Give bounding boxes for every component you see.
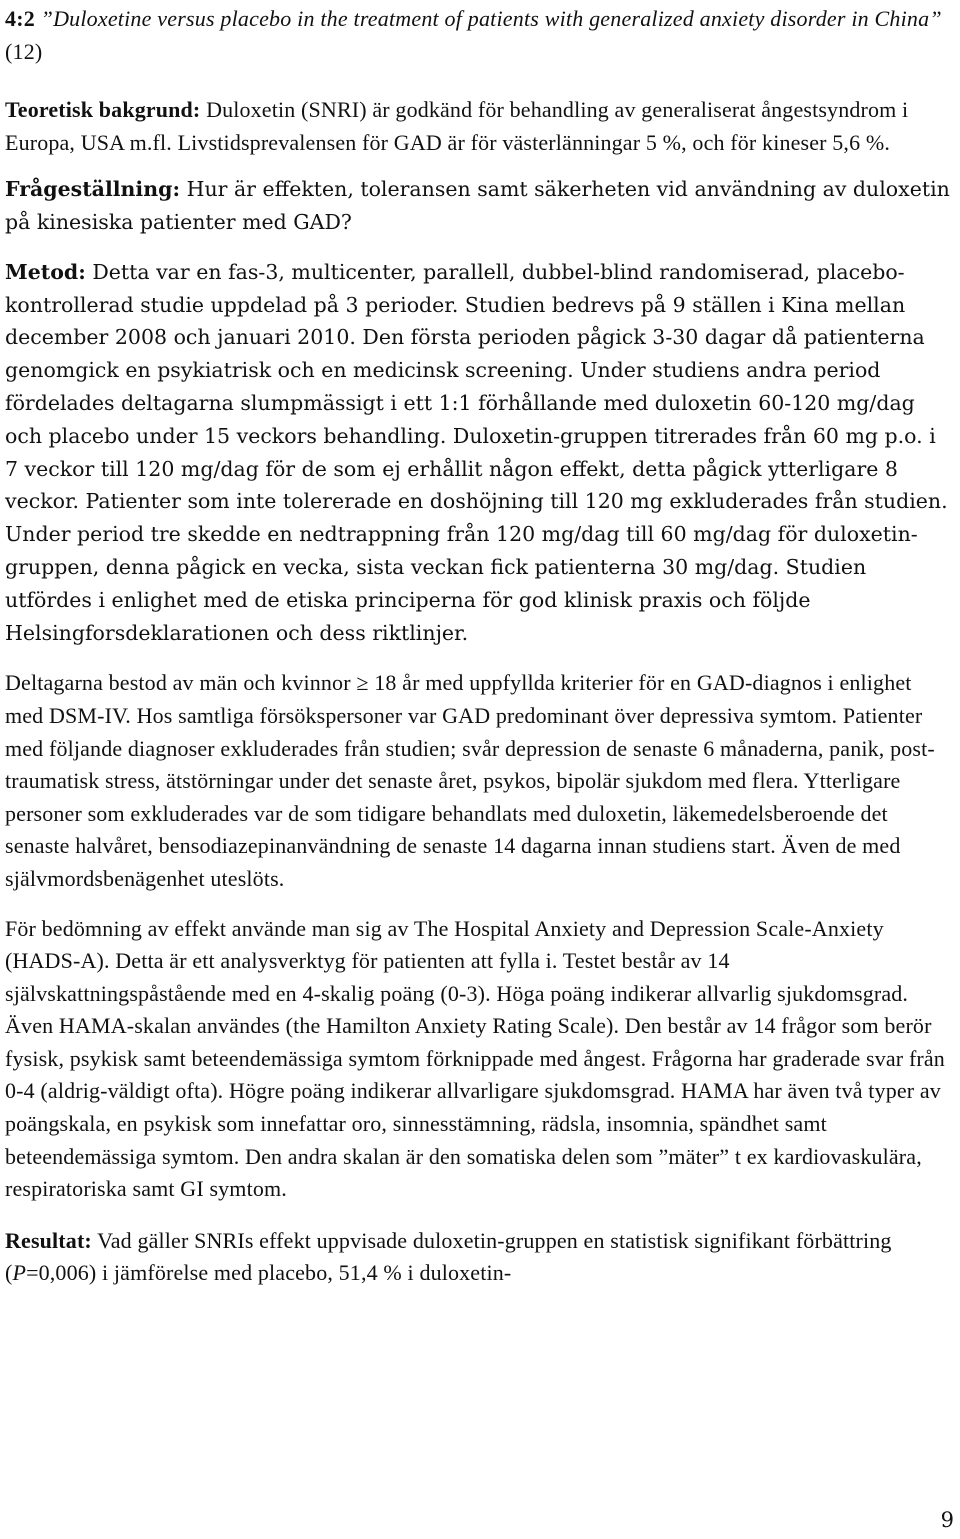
metod-label: Metod:: [5, 259, 86, 284]
greater-equal-symbol: ≥: [356, 670, 369, 696]
study-reference: (12): [5, 39, 43, 64]
p-value-symbol: P: [12, 1260, 27, 1286]
bedomning-text: För bedömning av effekt använde man sig av The Hospital Anxiety and Depression Scale-Anxiety (HADS-A). Detta är ett analysverktyg för patienten att fylla i. Testet består av 14 självskattningspåstående med en 4-skalig poäng (0-3). Höga poäng indikerar allvarlig sjukdomsgrad. Även HAMA-skalan användes (the Hamilton Anxiety Rating Scale). Den består av 14 frågor som berör fysisk, psykisk samt beteendemässiga symtom förknippade med ångest. Frågorna har graderade svar från 0-4 (aldrig-väldigt ofta). Högre poäng indikerar allvarligare sjukdomsgrad. HAMA har även två typer av poängskala, en psykisk som innefattar oro, sinnesstämning, rädsla, insomnia, spändhet samt beteendemässiga symtom. Den andra skalan är den somatiska delen som ”mäter” t ex kardiovaskulära, respiratoriska samt GI symtom.: [5, 915, 945, 1202]
page-number: 9: [940, 1508, 954, 1532]
bakgrund-label: Teoretisk bakgrund:: [5, 97, 201, 122]
bakgrund-text: Duloxetin (SNRI) är godkänd för behandling av generaliserat ångestsyndrom i Europa, USA m.fl. Livstidsprevalensen för GAD är för västerlänningar 5 %, och för kineser 5,6 %.: [5, 97, 909, 155]
section-fragestallning: [5, 173, 955, 239]
resultat-text-before: Vad gäller SNRIs effekt uppvisade duloxetin-gruppen en statistisk signifikant förbättring (: [5, 1227, 892, 1286]
study-title: ”Duloxetine versus placebo in the treatment of patients with generalized anxiety disorder in China”: [40, 6, 942, 31]
deltagare-text-before: Deltagarna bestod av män och kvinnor: [5, 670, 351, 696]
deltagare-text-after: 18 år med uppfyllda kriterier för en GAD-diagnos i enlighet med DSM-IV. Hos samtliga försökspersoner var GAD predominant över depressiva symtom. Patienter med följande diagnoser exkluderades från studien; svår depression de senaste 6 månaderna, panik, post-traumatisk stress, ätstörningar under det senaste året, psykos, bipolär sjukdom med flera. Ytterligare personer som exkluderades var de som tidigare behandlats med duloxetin, läkemedelsberoende det senaste halvåret, bensodiazepinanvändning de senaste 14 dagarna innan studiens start. Även de med självmordsbenägenhet uteslöts.: [5, 670, 935, 891]
resultat-label: Resultat:: [5, 1227, 92, 1253]
fragestallning-text: Hur är effekten, toleransen samt säkerheten vid användning av duloxetin på kinesiska patienter med GAD?: [5, 177, 950, 234]
study-number: 4:2: [5, 6, 35, 31]
section-metod: [5, 256, 955, 650]
section-bakgrund: [5, 94, 955, 159]
resultat-text-after: =0,006) i jämförelse med placebo, 51,4 % i duloxetin-: [26, 1260, 512, 1286]
section-deltagare: [5, 667, 955, 895]
metod-text: Detta var en fas-3, multicenter, parallell, dubbel-blind randomiserad, placebo-kontrollerad studie uppdelad på 3 perioder. Studien bedrevs på 9 ställen i Kina mellan december 2008 och januari 2010. Den första perioden pågick 3-30 dagar då patienterna genomgick en psykiatrisk och en medicinsk screening. Under studiens andra period fördelades deltagarna slumpmässigt i ett 1:1 förhållande med duloxetin 60-120 mg/dag och placebo under 15 veckors behandling. Duloxetin-gruppen titrerades från 60 mg p.o. i 7 veckor till 120 mg/dag för de som ej erhållit någon effekt, detta pågick ytterligare 8 veckor. Patienter som inte tolererade en doshöjning till 120 mg exkluderades från studien. Under period tre skedde en nedtrappning från 120 mg/dag till 60 mg/dag för duloxetin-gruppen, denna pågick en vecka, sista veckan fick patienterna 30 mg/dag. Studien utfördes i enlighet med de etiska principerna för god klinisk praxis och följde Helsingforsdeklarationen och dess riktlinjer.: [5, 259, 948, 645]
section-resultat: [5, 1225, 955, 1290]
section-bedomning: [5, 913, 955, 1206]
document-page: [5, 0, 955, 1290]
fragestallning-label: Frågeställning:: [5, 177, 181, 202]
study-heading: [5, 0, 955, 68]
